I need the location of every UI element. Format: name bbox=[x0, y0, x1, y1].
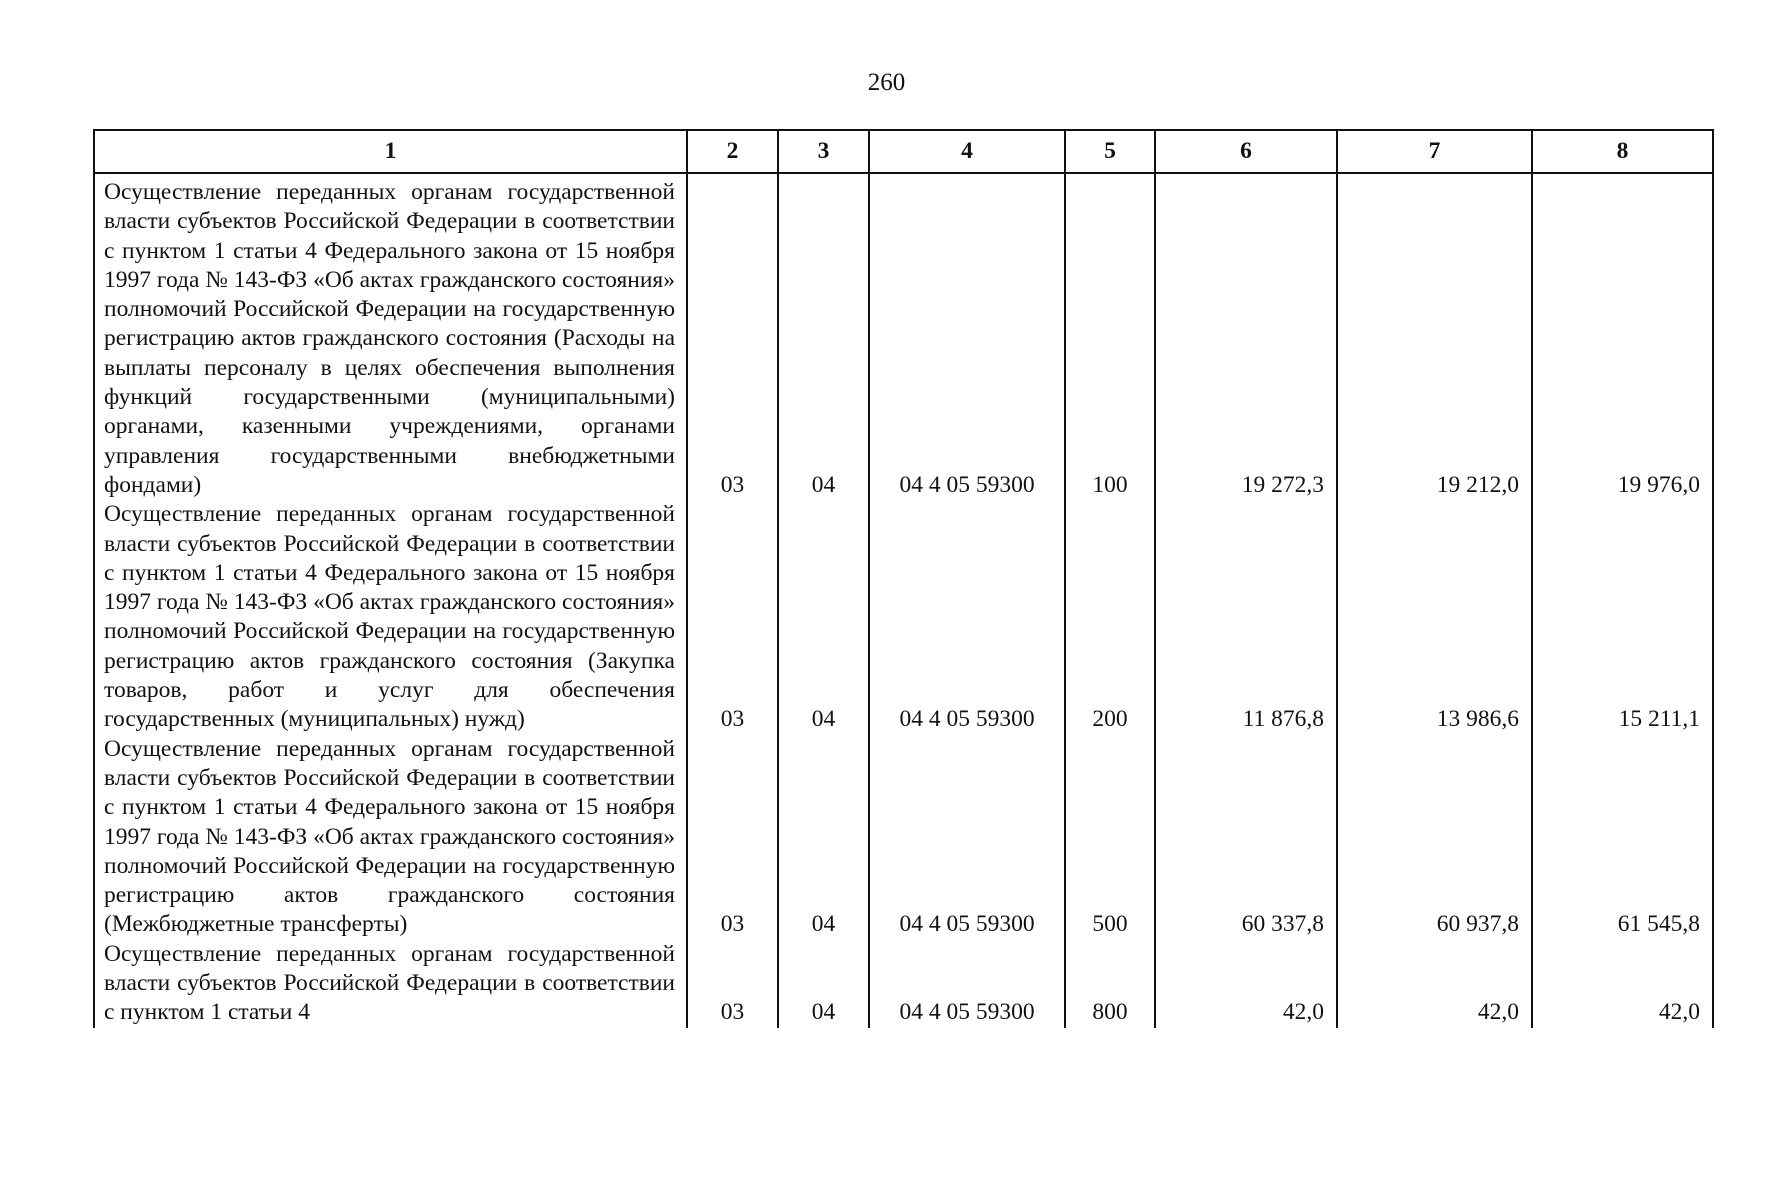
row-description: Осуществление переданных органам государственной власти субъектов Российской Федерации в соответствии с пунктом 1 статьи 4 Федерального закона от 15 ноября 1997 года № 143-ФЗ «Об актах гражданского состояния» полномочий Российской Федерации на государственную регистрацию актов гражданского состояния (Расходы на выплаты персоналу в целях обеспечения выполнения функций государственными (муниципальными) органами, казенными учреждениями, органами управления государственными внебюджетными фондами) bbox=[94, 173, 687, 500]
table-row bbox=[94, 735, 1713, 940]
cell-amount-col6: 42,0 bbox=[1155, 940, 1337, 1028]
column-header-3: 3 bbox=[778, 130, 869, 173]
column-header-4: 4 bbox=[869, 130, 1065, 173]
page-number: 260 bbox=[867, 69, 906, 96]
cell-amount-col6: 11 876,8 bbox=[1155, 500, 1337, 734]
cell-section: 03 bbox=[687, 735, 778, 940]
cell-amount-col7: 60 937,8 bbox=[1337, 735, 1532, 940]
cell-amount-col7: 13 986,6 bbox=[1337, 500, 1532, 734]
cell-amount-col8: 19 976,0 bbox=[1532, 173, 1713, 500]
row-description: Осуществление переданных органам государственной власти субъектов Российской Федерации в соответствии с пунктом 1 статьи 4 Федерального закона от 15 ноября 1997 года № 143-ФЗ «Об актах гражданского состояния» полномочий Российской Федерации на государственную регистрацию актов гражданского состояния (Закупка товаров, работ и услуг для обеспечения государственных (муниципальных) нужд) bbox=[94, 500, 687, 734]
cell-subsection: 04 bbox=[778, 940, 869, 1028]
table-row bbox=[94, 940, 1713, 1028]
cell-amount-col6: 19 272,3 bbox=[1155, 173, 1337, 500]
cell-section: 03 bbox=[687, 500, 778, 734]
cell-target-code: 04 4 05 59300 bbox=[869, 940, 1065, 1028]
header-row bbox=[94, 130, 1713, 173]
cell-amount-col8: 61 545,8 bbox=[1532, 735, 1713, 940]
cell-expense-type: 100 bbox=[1065, 173, 1155, 500]
cell-target-code: 04 4 05 59300 bbox=[869, 173, 1065, 500]
cell-section: 03 bbox=[687, 173, 778, 500]
column-header-6: 6 bbox=[1155, 130, 1337, 173]
cell-target-code: 04 4 05 59300 bbox=[869, 735, 1065, 940]
cell-amount-col6: 60 337,8 bbox=[1155, 735, 1337, 940]
column-header-2: 2 bbox=[687, 130, 778, 173]
cell-target-code: 04 4 05 59300 bbox=[869, 500, 1065, 734]
cell-amount-col7: 19 212,0 bbox=[1337, 173, 1532, 500]
row-description: Осуществление переданных органам государственной власти субъектов Российской Федерации в соответствии с пунктом 1 статьи 4 Федерального закона от 15 ноября 1997 года № 143-ФЗ «Об актах гражданского состояния» полномочий Российской Федерации на государственную регистрацию актов гражданского состояния (Межбюджетные трансферты) bbox=[94, 735, 687, 940]
cell-subsection: 04 bbox=[778, 500, 869, 734]
cell-expense-type: 800 bbox=[1065, 940, 1155, 1028]
cell-section: 03 bbox=[687, 940, 778, 1028]
cell-amount-col7: 42,0 bbox=[1337, 940, 1532, 1028]
table-row bbox=[94, 173, 1713, 500]
table-row bbox=[94, 500, 1713, 734]
cell-subsection: 04 bbox=[778, 735, 869, 940]
cell-expense-type: 500 bbox=[1065, 735, 1155, 940]
cell-amount-col8: 42,0 bbox=[1532, 940, 1713, 1028]
row-description: Осуществление переданных органам государственной власти субъектов Российской Федерации в соответствии с пунктом 1 статьи 4 bbox=[94, 940, 687, 1028]
cell-amount-col8: 15 211,1 bbox=[1532, 500, 1713, 734]
cell-subsection: 04 bbox=[778, 173, 869, 500]
column-header-1: 1 bbox=[94, 130, 687, 173]
column-header-5: 5 bbox=[1065, 130, 1155, 173]
column-header-8: 8 bbox=[1532, 130, 1713, 173]
budget-table bbox=[93, 129, 1714, 1028]
cell-expense-type: 200 bbox=[1065, 500, 1155, 734]
column-header-7: 7 bbox=[1337, 130, 1532, 173]
